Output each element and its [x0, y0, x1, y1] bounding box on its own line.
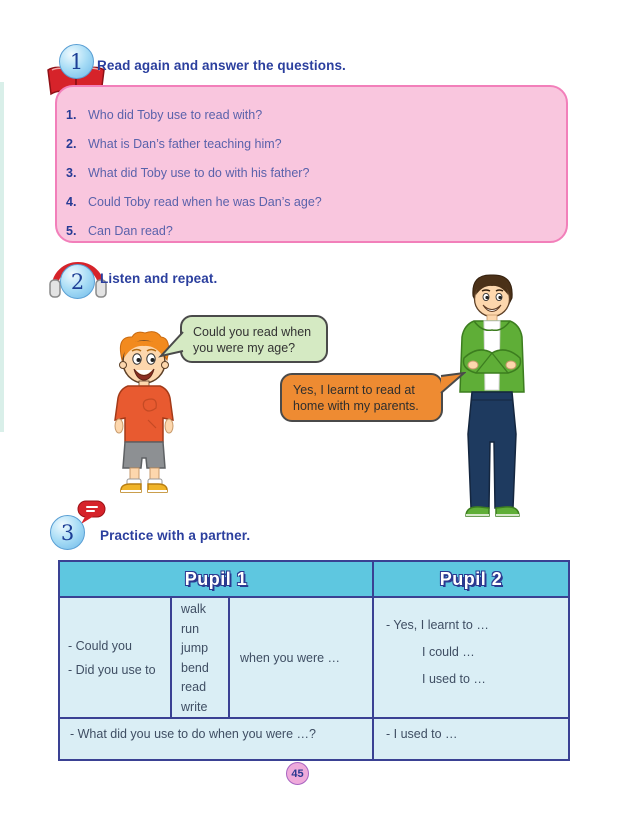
table-cell-pupil2-answers — [374, 598, 568, 719]
table-cell-bottom-question — [60, 719, 374, 759]
question-text: Who did Toby use to read with? — [88, 107, 263, 122]
exercise-3-title: Practice with a partner. — [100, 528, 251, 543]
page-number-text: 45 — [291, 767, 304, 780]
answer-line: - Yes, I learnt to … — [386, 618, 489, 632]
man-bubble-tail — [440, 372, 466, 398]
exercise-number-text: 1 — [69, 49, 84, 74]
exercise-number-text: 2 — [70, 269, 85, 294]
man-speech-text: Yes, I learnt to read at home with my parents. — [293, 383, 419, 414]
answer-line: I could … — [422, 645, 475, 659]
verb: write — [181, 699, 208, 714]
starter-line: - Could you — [68, 638, 132, 653]
exercise-2-number — [60, 264, 95, 299]
table-header-pupil2: Pupil 2 — [374, 562, 568, 598]
table-cell-when — [230, 598, 374, 719]
question-number: 5. — [66, 223, 77, 238]
question-text: What is Dan’s father teaching him? — [88, 136, 282, 151]
man-speech-bubble — [280, 373, 443, 422]
starter-line: - Did you use to — [68, 662, 156, 677]
page-number-badge — [286, 762, 309, 785]
boy-speech-bubble — [180, 315, 328, 363]
question-row — [57, 129, 566, 158]
verb: jump — [181, 641, 209, 655]
exercise-1-number — [59, 44, 94, 79]
question-row — [57, 187, 566, 216]
verb: walk — [181, 602, 207, 616]
question-row — [57, 100, 566, 129]
table-cell-bottom-answer — [374, 719, 568, 759]
question-row — [57, 216, 566, 245]
verb: read — [181, 680, 207, 694]
question-number: 4. — [66, 194, 77, 209]
question-row — [57, 158, 566, 187]
answer-line: I used to … — [422, 672, 486, 686]
exercise-3-badge — [48, 500, 112, 554]
question-text: Can Dan read? — [88, 223, 173, 238]
verb: run — [181, 621, 200, 636]
question-number: 3. — [66, 165, 77, 180]
table-header-pupil1: Pupil 1 — [60, 562, 374, 598]
question-text: What did Toby use to do with his father? — [88, 165, 310, 180]
exercise-number-text: 3 — [60, 520, 75, 545]
page-edge-strip — [0, 82, 4, 432]
questions-box — [55, 85, 568, 243]
boy-speech-text: Could you read when you were my age? — [193, 325, 312, 356]
question-number: 1. — [66, 107, 77, 122]
verb: bend — [181, 660, 209, 675]
exercise-1-title: Read again and answer the questions. — [97, 58, 346, 73]
man-illustration — [438, 272, 548, 524]
bottom-question-text: - What did you use to do when you were …? — [70, 727, 316, 741]
exercise-2-title: Listen and repeat. — [100, 271, 218, 286]
question-number: 2. — [66, 136, 77, 151]
when-text: when you were … — [240, 650, 341, 665]
question-text: Could Toby read when he was Dan’s age? — [88, 194, 322, 209]
practice-table — [58, 560, 570, 761]
bottom-answer-text: - I used to … — [386, 727, 458, 741]
exercise-3-number — [50, 515, 85, 550]
table-cell-starters — [60, 598, 172, 719]
boy-bubble-tail — [158, 330, 184, 358]
table-cell-verbs — [172, 598, 230, 719]
